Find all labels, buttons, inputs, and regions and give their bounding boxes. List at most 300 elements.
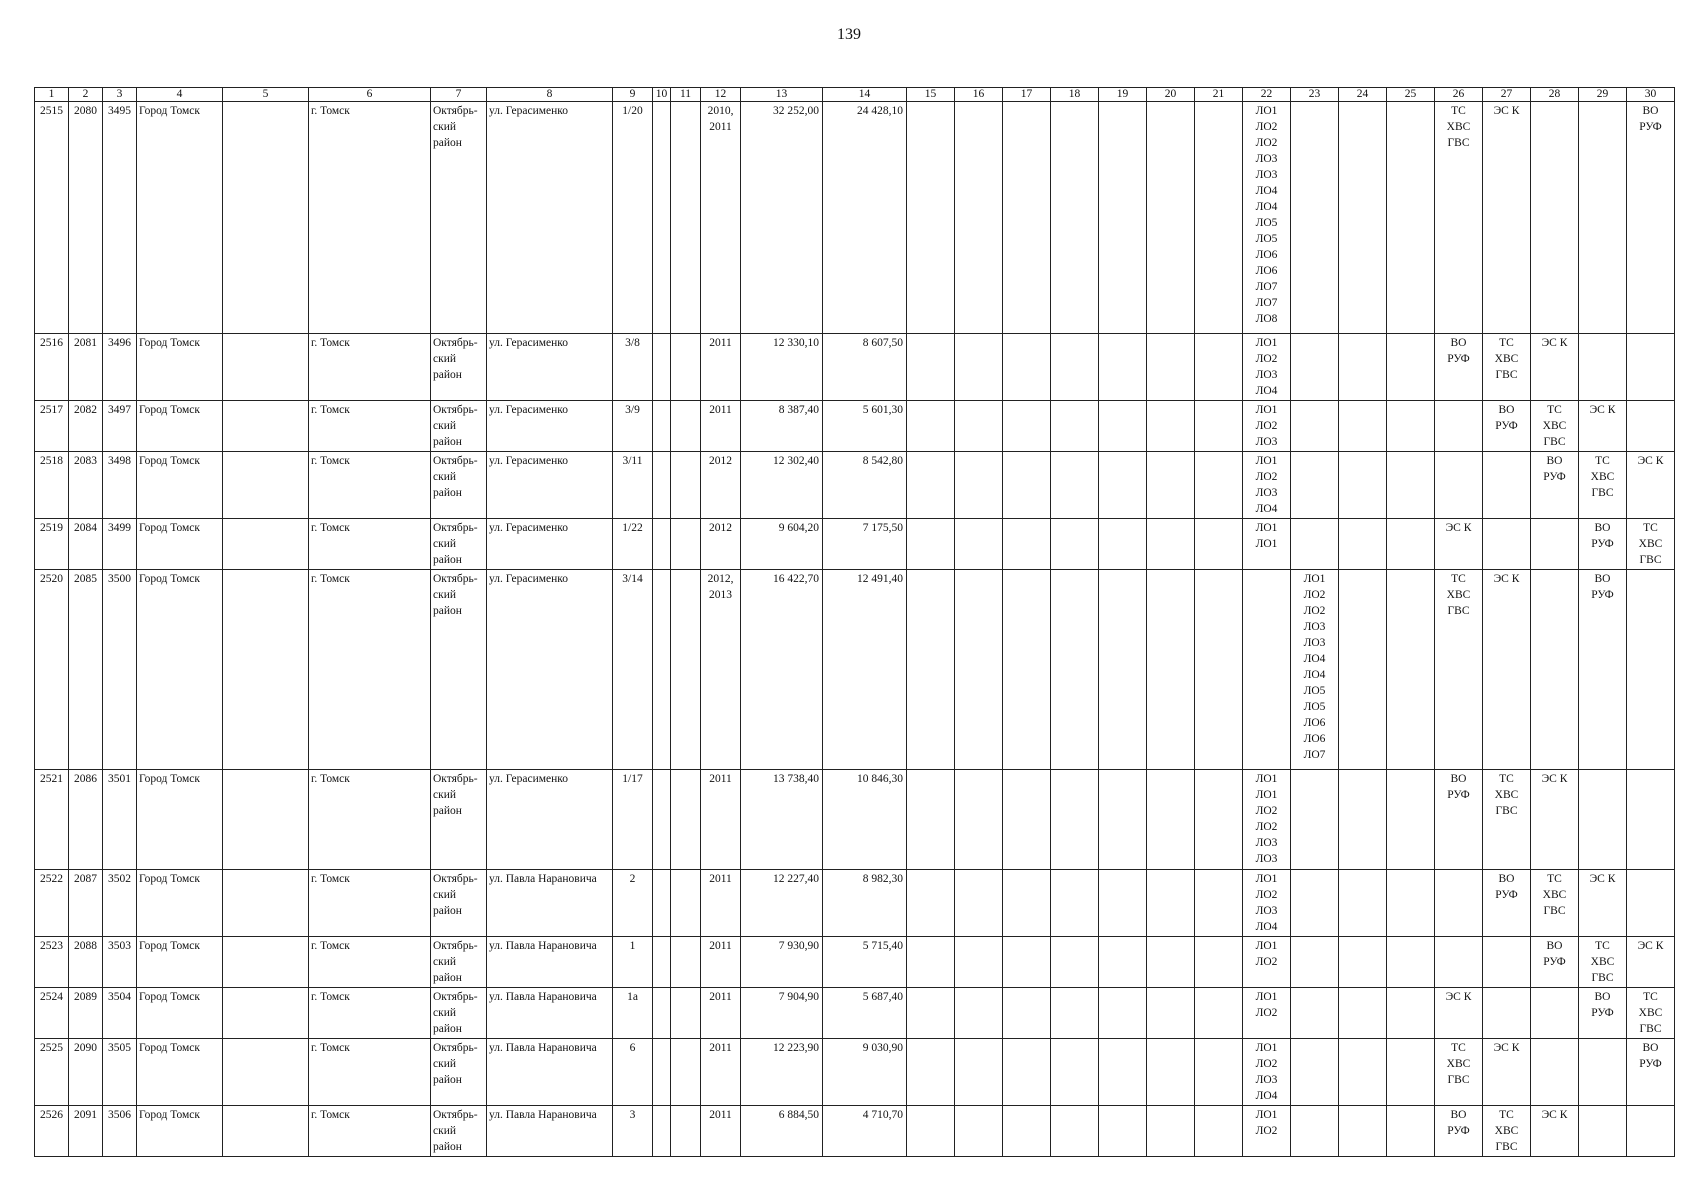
cell-col-11 (671, 988, 701, 1039)
cell-col-6: г. Томск (309, 452, 431, 519)
cell-col-9: 1 (613, 937, 653, 988)
cell-col-12 (701, 570, 741, 770)
cell-col-9: 3/9 (613, 401, 653, 452)
cell-col-6: г. Томск (309, 870, 431, 937)
cell-col-26 (1435, 1039, 1483, 1106)
cell-line: ГВС (1543, 436, 1566, 448)
cell-col-8: ул. Герасименко (487, 102, 613, 334)
cell-line: ский (433, 1007, 456, 1019)
cell-col-10 (653, 937, 671, 988)
cell-col-30 (1627, 519, 1675, 570)
cell-col-8: ул. Герасименко (487, 770, 613, 870)
cell-col-10 (653, 452, 671, 519)
cell-line: Октябрь- (433, 404, 478, 416)
cell-col-21 (1195, 334, 1243, 401)
cell-col-25 (1387, 570, 1435, 770)
cell-col-16 (955, 937, 1003, 988)
cell-col-9: 3 (613, 1106, 653, 1157)
cell-line: 2010, (707, 105, 734, 117)
cell-col-14: 5 601,30 (823, 401, 907, 452)
cell-col-5 (223, 401, 309, 452)
column-header-11: 11 (671, 88, 701, 102)
column-header-5: 5 (223, 88, 309, 102)
cell-col-19 (1099, 401, 1147, 452)
cell-line: район (433, 487, 462, 499)
cell-line: ский (433, 889, 456, 901)
cell-col-23 (1291, 1106, 1339, 1157)
cell-col-10 (653, 570, 671, 770)
cell-col-27 (1483, 1106, 1531, 1157)
cell-col-13: 8 387,40 (741, 401, 823, 452)
cell-col-24 (1339, 570, 1387, 770)
column-header-23: 23 (1291, 88, 1339, 102)
cell-col-4: Город Томск (137, 102, 223, 334)
cell-line: ВО (1642, 105, 1659, 117)
cell-col-3: 3497 (103, 401, 137, 452)
cell-line: ский (433, 1058, 456, 1070)
column-header-8: 8 (487, 88, 613, 102)
cell-col-21 (1195, 937, 1243, 988)
cell-col-15 (907, 1039, 955, 1106)
cell-col-22 (1243, 519, 1291, 570)
cell-col-19 (1099, 988, 1147, 1039)
cell-col-15 (907, 570, 955, 770)
cell-col-1: 2517 (35, 401, 69, 452)
cell-line: ЛО2 (1255, 1125, 1278, 1137)
cell-col-2: 2081 (69, 334, 103, 401)
cell-col-12 (701, 1039, 741, 1106)
cell-col-24 (1339, 334, 1387, 401)
cell-line: 2011 (709, 337, 732, 349)
cell-line: ХВС (1542, 420, 1567, 432)
cell-line: ГВС (1639, 1023, 1662, 1035)
cell-col-5 (223, 570, 309, 770)
cell-col-12 (701, 937, 741, 988)
cell-line: ХВС (1446, 1058, 1471, 1070)
cell-col-21 (1195, 519, 1243, 570)
cell-col-4: Город Томск (137, 570, 223, 770)
cell-col-29 (1579, 1039, 1627, 1106)
cell-col-3: 3502 (103, 870, 137, 937)
cell-col-7 (431, 937, 487, 988)
cell-line: ХВС (1494, 353, 1519, 365)
cell-line: ЛО2 (1303, 605, 1326, 617)
cell-line: ХВС (1494, 1125, 1519, 1137)
cell-line: ТС (1547, 404, 1562, 416)
cell-col-2: 2085 (69, 570, 103, 770)
cell-col-2: 2091 (69, 1106, 103, 1157)
table-row (35, 519, 1675, 570)
cell-line: 2012 (709, 455, 732, 467)
cell-line: ЭС К (1541, 337, 1568, 349)
column-header-18: 18 (1051, 88, 1099, 102)
cell-col-24 (1339, 1106, 1387, 1157)
column-header-16: 16 (955, 88, 1003, 102)
cell-col-27 (1483, 334, 1531, 401)
cell-col-20 (1147, 937, 1195, 988)
cell-line: ЛО2 (1303, 589, 1326, 601)
cell-line: ЭС К (1493, 573, 1520, 585)
cell-line: ский (433, 471, 456, 483)
cell-col-30 (1627, 401, 1675, 452)
cell-col-17 (1003, 102, 1051, 334)
cell-col-27 (1483, 770, 1531, 870)
column-header-1: 1 (35, 88, 69, 102)
cell-col-11 (671, 937, 701, 988)
cell-col-17 (1003, 770, 1051, 870)
cell-col-26 (1435, 334, 1483, 401)
cell-col-10 (653, 1106, 671, 1157)
cell-col-22 (1243, 570, 1291, 770)
table-row (35, 102, 1675, 334)
cell-line: ЭС К (1589, 873, 1616, 885)
cell-col-22 (1243, 1039, 1291, 1106)
cell-col-26 (1435, 870, 1483, 937)
cell-col-9: 1а (613, 988, 653, 1039)
cell-line: ЛО3 (1255, 853, 1278, 865)
cell-col-26 (1435, 570, 1483, 770)
cell-col-16 (955, 452, 1003, 519)
cell-line: ЭС К (1541, 1109, 1568, 1121)
cell-col-11 (671, 1039, 701, 1106)
cell-col-3: 3505 (103, 1039, 137, 1106)
cell-col-1: 2521 (35, 770, 69, 870)
cell-col-18 (1051, 937, 1099, 988)
cell-col-21 (1195, 570, 1243, 770)
cell-col-7 (431, 870, 487, 937)
table-row (35, 1106, 1675, 1157)
cell-col-17 (1003, 988, 1051, 1039)
column-header-15: 15 (907, 88, 955, 102)
cell-col-26 (1435, 988, 1483, 1039)
cell-col-30 (1627, 102, 1675, 334)
cell-col-21 (1195, 988, 1243, 1039)
cell-line: ский (433, 589, 456, 601)
cell-line: район (433, 972, 462, 984)
cell-col-17 (1003, 452, 1051, 519)
cell-col-28 (1531, 870, 1579, 937)
cell-line: РУФ (1447, 353, 1470, 365)
cell-col-4: Город Томск (137, 1039, 223, 1106)
cell-col-12 (701, 870, 741, 937)
cell-col-25 (1387, 870, 1435, 937)
cell-col-30 (1627, 570, 1675, 770)
cell-col-18 (1051, 1039, 1099, 1106)
cell-col-14: 5 715,40 (823, 937, 907, 988)
column-header-25: 25 (1387, 88, 1435, 102)
cell-line: район (433, 605, 462, 617)
cell-line: район (433, 1141, 462, 1153)
cell-col-13: 12 302,40 (741, 452, 823, 519)
cell-line: 2011 (709, 1109, 732, 1121)
cell-col-22 (1243, 988, 1291, 1039)
cell-col-18 (1051, 102, 1099, 334)
cell-col-5 (223, 870, 309, 937)
cell-line: ТС (1499, 337, 1514, 349)
cell-line: ЛО1 (1255, 873, 1278, 885)
cell-col-22 (1243, 770, 1291, 870)
cell-col-27 (1483, 937, 1531, 988)
cell-line: ЛО3 (1255, 837, 1278, 849)
table-row (35, 401, 1675, 452)
cell-line: ЛО5 (1303, 685, 1326, 697)
cell-col-17 (1003, 870, 1051, 937)
cell-col-26 (1435, 519, 1483, 570)
cell-col-14: 8 542,80 (823, 452, 907, 519)
cell-col-20 (1147, 988, 1195, 1039)
cell-col-23 (1291, 870, 1339, 937)
cell-col-13: 6 884,50 (741, 1106, 823, 1157)
cell-col-23 (1291, 570, 1339, 770)
cell-line: ТС (1499, 1109, 1514, 1121)
cell-col-2: 2080 (69, 102, 103, 334)
cell-line: ЛО4 (1255, 921, 1278, 933)
cell-col-12 (701, 519, 741, 570)
cell-line: ЛО3 (1255, 153, 1278, 165)
cell-line: ЛО4 (1303, 653, 1326, 665)
cell-line: район (433, 436, 462, 448)
cell-col-21 (1195, 1039, 1243, 1106)
cell-line: ВО (1498, 873, 1515, 885)
cell-line: ЛО3 (1255, 905, 1278, 917)
cell-col-19 (1099, 570, 1147, 770)
cell-col-13: 12 330,10 (741, 334, 823, 401)
cell-col-20 (1147, 401, 1195, 452)
cell-col-28 (1531, 1039, 1579, 1106)
cell-line: ВО (1546, 455, 1563, 467)
cell-col-21 (1195, 1106, 1243, 1157)
cell-line: Октябрь- (433, 1109, 478, 1121)
cell-col-28 (1531, 1106, 1579, 1157)
cell-col-14: 8 607,50 (823, 334, 907, 401)
cell-col-30 (1627, 870, 1675, 937)
cell-col-15 (907, 870, 955, 937)
cell-col-9: 1/17 (613, 770, 653, 870)
cell-line: ЛО4 (1255, 185, 1278, 197)
column-header-14: 14 (823, 88, 907, 102)
column-header-30: 30 (1627, 88, 1675, 102)
cell-line: 2011 (709, 773, 732, 785)
cell-line: ЛО6 (1255, 265, 1278, 277)
cell-line: ЭС К (1637, 455, 1664, 467)
table-row (35, 937, 1675, 988)
cell-col-16 (955, 1039, 1003, 1106)
cell-line: ЛО2 (1255, 821, 1278, 833)
cell-col-20 (1147, 570, 1195, 770)
cell-col-5 (223, 1039, 309, 1106)
cell-col-7 (431, 452, 487, 519)
cell-col-11 (671, 570, 701, 770)
cell-col-1: 2518 (35, 452, 69, 519)
cell-col-13: 32 252,00 (741, 102, 823, 334)
cell-col-22 (1243, 452, 1291, 519)
cell-col-6: г. Томск (309, 519, 431, 570)
cell-col-28 (1531, 988, 1579, 1039)
registry-table-container (34, 87, 1675, 1157)
cell-col-16 (955, 988, 1003, 1039)
cell-line: ЛО1 (1255, 538, 1278, 550)
cell-line: ТС (1547, 873, 1562, 885)
cell-col-25 (1387, 770, 1435, 870)
cell-line: ГВС (1495, 805, 1518, 817)
cell-line: ский (433, 353, 456, 365)
cell-line: ЛО1 (1255, 337, 1278, 349)
cell-col-27 (1483, 452, 1531, 519)
cell-line: ЛО3 (1255, 369, 1278, 381)
cell-col-9: 3/14 (613, 570, 653, 770)
cell-col-18 (1051, 988, 1099, 1039)
cell-line: ХВС (1446, 121, 1471, 133)
cell-col-27 (1483, 401, 1531, 452)
cell-col-13: 16 422,70 (741, 570, 823, 770)
table-row (35, 870, 1675, 937)
cell-line: ХВС (1590, 471, 1615, 483)
cell-col-10 (653, 401, 671, 452)
cell-line: РУФ (1639, 121, 1662, 133)
cell-line: Октябрь- (433, 455, 478, 467)
cell-col-14: 4 710,70 (823, 1106, 907, 1157)
cell-col-24 (1339, 988, 1387, 1039)
cell-col-23 (1291, 401, 1339, 452)
cell-col-14: 8 982,30 (823, 870, 907, 937)
cell-line: ВО (1594, 522, 1611, 534)
cell-col-27 (1483, 570, 1531, 770)
cell-col-20 (1147, 770, 1195, 870)
cell-line: Октябрь- (433, 773, 478, 785)
column-header-3: 3 (103, 88, 137, 102)
cell-col-18 (1051, 1106, 1099, 1157)
cell-col-17 (1003, 401, 1051, 452)
registry-table (34, 87, 1675, 1157)
cell-line: ЛО1 (1255, 1042, 1278, 1054)
cell-col-28 (1531, 770, 1579, 870)
cell-col-2: 2087 (69, 870, 103, 937)
cell-col-29 (1579, 570, 1627, 770)
cell-line: ТС (1643, 991, 1658, 1003)
cell-line: ГВС (1495, 1141, 1518, 1153)
cell-col-3: 3503 (103, 937, 137, 988)
cell-col-21 (1195, 770, 1243, 870)
cell-line: ЭС К (1637, 940, 1664, 952)
cell-col-4: Город Томск (137, 870, 223, 937)
cell-col-21 (1195, 452, 1243, 519)
cell-col-6: г. Томск (309, 334, 431, 401)
cell-line: район (433, 1023, 462, 1035)
cell-col-1: 2522 (35, 870, 69, 937)
cell-col-13: 7 904,90 (741, 988, 823, 1039)
cell-line: ЛО1 (1255, 1109, 1278, 1121)
cell-col-16 (955, 870, 1003, 937)
cell-line: ЛО2 (1255, 353, 1278, 365)
cell-col-28 (1531, 937, 1579, 988)
column-header-2: 2 (69, 88, 103, 102)
cell-col-27 (1483, 1039, 1531, 1106)
cell-line: ГВС (1495, 369, 1518, 381)
cell-line: Октябрь- (433, 522, 478, 534)
cell-col-1: 2520 (35, 570, 69, 770)
column-header-29: 29 (1579, 88, 1627, 102)
column-header-6: 6 (309, 88, 431, 102)
cell-col-18 (1051, 401, 1099, 452)
cell-line: РУФ (1591, 589, 1614, 601)
cell-col-29 (1579, 519, 1627, 570)
cell-line: ЛО1 (1255, 789, 1278, 801)
cell-col-3: 3499 (103, 519, 137, 570)
cell-col-7 (431, 334, 487, 401)
cell-col-1: 2519 (35, 519, 69, 570)
cell-col-30 (1627, 770, 1675, 870)
cell-line: ЛО2 (1255, 420, 1278, 432)
cell-col-10 (653, 870, 671, 937)
cell-col-26 (1435, 937, 1483, 988)
cell-col-6: г. Томск (309, 1106, 431, 1157)
cell-line: ЛО1 (1255, 455, 1278, 467)
cell-line: ГВС (1447, 1074, 1470, 1086)
cell-col-24 (1339, 519, 1387, 570)
cell-col-17 (1003, 519, 1051, 570)
column-header-28: 28 (1531, 88, 1579, 102)
cell-col-19 (1099, 102, 1147, 334)
cell-line: район (433, 554, 462, 566)
cell-line: ГВС (1591, 487, 1614, 499)
cell-col-12 (701, 988, 741, 1039)
cell-line: ХВС (1638, 1007, 1663, 1019)
cell-col-24 (1339, 401, 1387, 452)
cell-col-14: 5 687,40 (823, 988, 907, 1039)
cell-col-21 (1195, 102, 1243, 334)
cell-col-10 (653, 519, 671, 570)
cell-line: ЛО1 (1303, 573, 1326, 585)
cell-col-25 (1387, 401, 1435, 452)
cell-col-22 (1243, 937, 1291, 988)
cell-col-28 (1531, 452, 1579, 519)
cell-col-27 (1483, 988, 1531, 1039)
column-header-19: 19 (1099, 88, 1147, 102)
cell-col-20 (1147, 102, 1195, 334)
cell-col-27 (1483, 102, 1531, 334)
cell-col-6: г. Томск (309, 102, 431, 334)
cell-col-15 (907, 937, 955, 988)
cell-col-9: 3/11 (613, 452, 653, 519)
cell-line: ЛО1 (1255, 105, 1278, 117)
cell-line: ЛО3 (1255, 487, 1278, 499)
column-header-4: 4 (137, 88, 223, 102)
cell-col-18 (1051, 334, 1099, 401)
cell-col-20 (1147, 1039, 1195, 1106)
cell-col-24 (1339, 1039, 1387, 1106)
cell-line: ЛО2 (1255, 1058, 1278, 1070)
cell-line: ЛО2 (1255, 805, 1278, 817)
cell-line: ХВС (1494, 789, 1519, 801)
cell-line: РУФ (1543, 471, 1566, 483)
cell-col-7 (431, 1106, 487, 1157)
cell-col-13: 13 738,40 (741, 770, 823, 870)
cell-col-22 (1243, 401, 1291, 452)
cell-col-23 (1291, 334, 1339, 401)
cell-col-6: г. Томск (309, 988, 431, 1039)
cell-col-3: 3500 (103, 570, 137, 770)
cell-line: ТС (1451, 573, 1466, 585)
cell-line: ВО (1450, 337, 1467, 349)
cell-col-16 (955, 570, 1003, 770)
cell-col-11 (671, 870, 701, 937)
cell-line: Октябрь- (433, 991, 478, 1003)
cell-col-19 (1099, 1039, 1147, 1106)
cell-col-17 (1003, 1106, 1051, 1157)
cell-line: РУФ (1591, 538, 1614, 550)
cell-line: ЛО3 (1255, 1074, 1278, 1086)
column-header-21: 21 (1195, 88, 1243, 102)
